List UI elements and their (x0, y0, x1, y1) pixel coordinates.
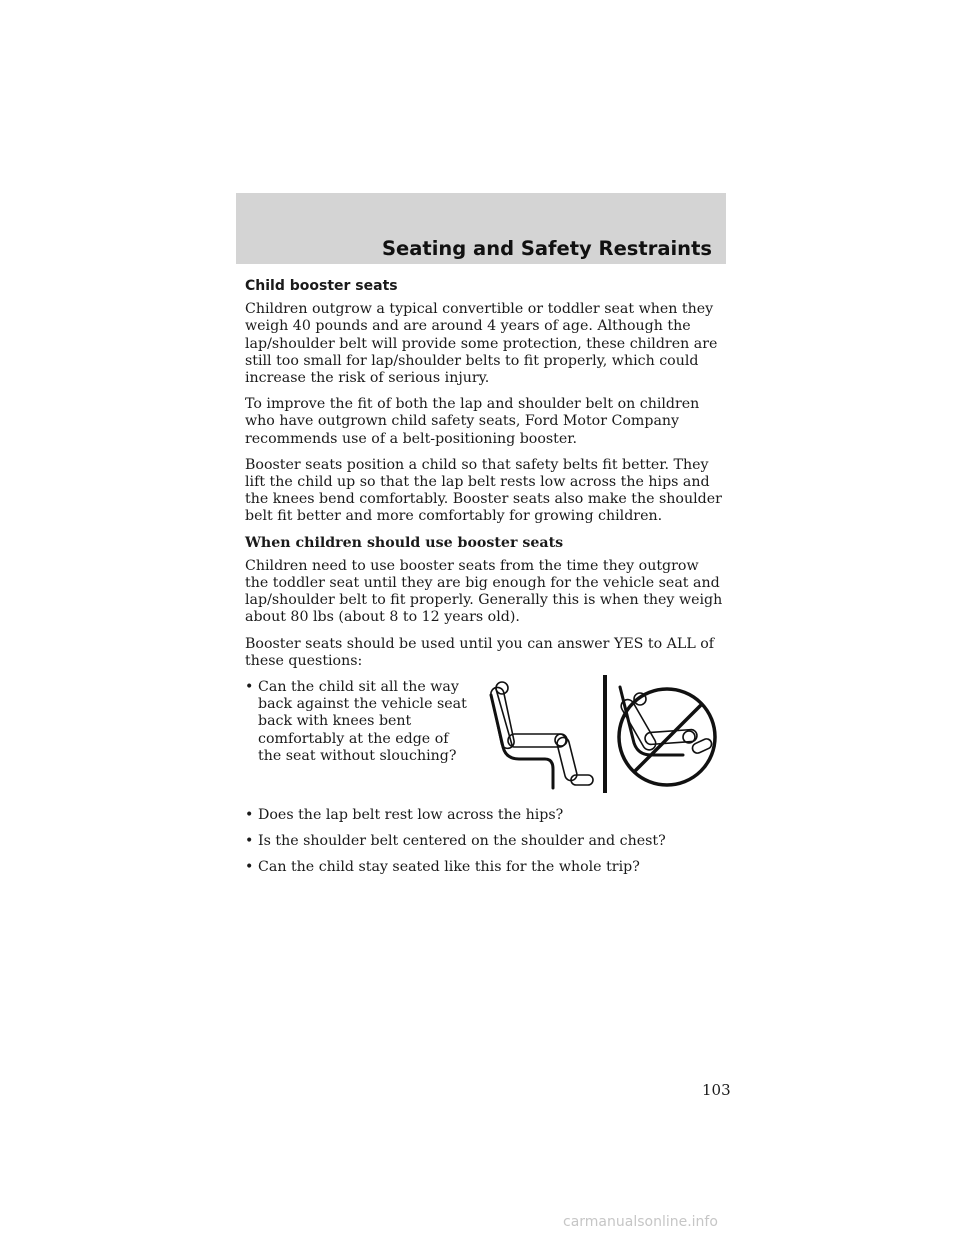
correct-posture-figure (490, 682, 593, 788)
bullet-dot: • (245, 859, 254, 876)
bullet-dot: • (245, 833, 254, 850)
bullet-dot: • (245, 679, 254, 696)
bullet-text: Can the child stay seated like this for the whole trip? (258, 859, 640, 876)
bullet-item (245, 833, 725, 850)
bullet-dot: • (245, 807, 254, 824)
bullet-text: Can the child sit all the way back against the vehicle seat back with knees bent comfortably at the edge of the seat without slouching? (258, 679, 467, 764)
paragraph-questions-intro: Booster seats should be used until you can answer YES to ALL of these questions: (245, 635, 715, 669)
heading-when-to-use: When children should use booster seats (245, 534, 564, 551)
question-with-illustration (245, 679, 725, 799)
seat-posture-illustration (485, 675, 725, 795)
bullet-item (245, 807, 725, 824)
paragraph-fit-recommendation: To improve the fit of both the lap and shoulder belt on children who have outgrown child safety seats, Ford Motor Company recommends use of a belt-positioning booster. (245, 396, 700, 447)
bullet-text: Does the lap belt rest low across the hips? (258, 807, 564, 824)
incorrect-posture-figure (619, 687, 713, 755)
heading-child-booster-seats: Child booster seats (245, 278, 398, 294)
page-content (245, 278, 725, 886)
bullet-item (245, 679, 473, 765)
section-header-band (236, 193, 726, 264)
footer-watermark: carmanualsonline.info (563, 1214, 718, 1230)
bullet-item (245, 859, 725, 876)
bullet-text: Is the shoulder belt centered on the shoulder and chest? (258, 833, 666, 850)
paragraph-booster-position: Booster seats position a child so that safety belts fit better. They lift the child up so that the lap belt rests low across the hips and the knees bend comfortably. Booster seats also make the shoulder belt fit better and more comfortably for growing children. (245, 456, 722, 525)
paragraph-outgrow: Children outgrow a typical convertible or toddler seat when they weigh 40 pounds and are around 4 years of age. Although the lap/shoulder belt will provide some protection, these children are still too small for lap/shoulder belts to fit properly, which could increase the risk of serious injury. (245, 301, 718, 387)
section-title: Seating and Safety Restraints (381, 237, 712, 260)
paragraph-when-use: Children need to use booster seats from the time they outgrow the toddler seat until they are big enough for the vehicle seat and lap/shoulder belt to fit properly. Generally this is when they weigh about 80 lbs (about 8 to 12 years old). (245, 557, 723, 626)
page-number: 103 (702, 1081, 731, 1099)
